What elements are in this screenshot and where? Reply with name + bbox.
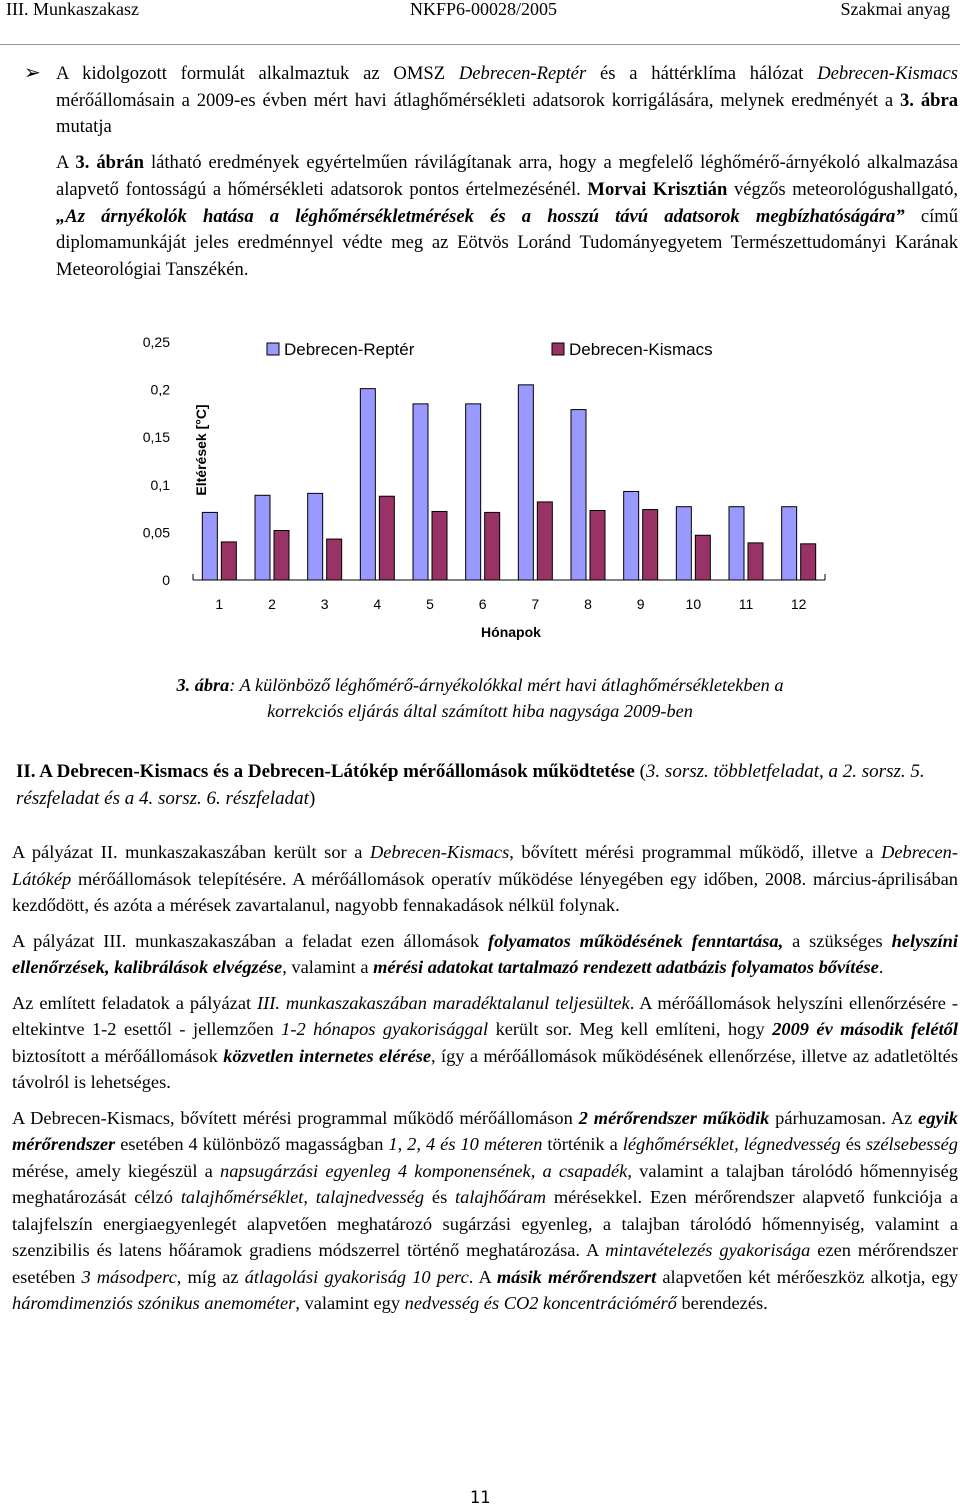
legend-label: Debrecen-Reptér bbox=[284, 340, 415, 359]
body-paragraph: Az említett feladatok a pályázat III. munkaszakaszában maradéktalanul teljesültek. A mérőállomások helyszíni ellenőrzésére - eltekintve 1-2 esettől - jellemzően 1-2 hónapos gyakorisággal került sor. Meg kell említeni, hogy 2009 év második felétől biztosított a mérőállomások közvetlen internetes elérése, így a mérőállomások működésének ellenőrzése, illetve az adatletöltés távolról is lehetséges. bbox=[12, 992, 959, 1092]
y-tick-label: 0,2 bbox=[150, 381, 170, 398]
body-paragraph: A pályázat II. munkaszakaszában került sor a Debrecen-Kismacs, bővített mérési programmal működő, illetve a Debrecen-Látókép mérőállomások telepítésére. A mérőállomások operatív működése lényegében egy időben, 2008. március-áprilisában kezdődött, és azóta a mérések zavartalanul, nagyobb fennakadások nélkül folynak. bbox=[12, 842, 958, 915]
y-axis-label: Eltérések [°C] bbox=[193, 404, 209, 496]
y-tick-label: 0,15 bbox=[142, 429, 170, 446]
bar-debrecen-kismacs bbox=[327, 539, 342, 580]
x-tick-label: 6 bbox=[478, 596, 487, 612]
body-text bbox=[12, 839, 958, 1326]
x-tick-label: 8 bbox=[584, 596, 592, 612]
chart-figure bbox=[120, 330, 840, 650]
bar-debrecen-kismacs bbox=[485, 512, 500, 580]
bar-debrecen-repter bbox=[782, 507, 797, 580]
bar-debrecen-kismacs bbox=[379, 496, 394, 580]
x-tick-label: 5 bbox=[426, 596, 434, 612]
bar-debrecen-repter bbox=[466, 404, 481, 580]
bar-debrecen-repter bbox=[624, 491, 639, 580]
bar-debrecen-kismacs bbox=[221, 542, 236, 580]
bar-debrecen-repter bbox=[308, 493, 323, 580]
bar-debrecen-repter bbox=[413, 404, 428, 580]
intro-bullet-paragraph: A kidolgozott formulát alkalmaztuk az OMSZ Debrecen-Reptér és a háttérklíma hálózat Debrecen-Kismacs mérőállomásain a 2009-es évben mért havi átlaghőmérsékleti adatsorok korrigálására, melynek eredményét a 3. ábra mutatja bbox=[56, 63, 959, 138]
arrow-bullet-icon: ➢ bbox=[24, 62, 41, 84]
header-rule bbox=[0, 44, 960, 45]
x-tick-label: 10 bbox=[685, 596, 702, 612]
bar-debrecen-kismacs bbox=[748, 543, 763, 580]
x-tick-label: 3 bbox=[320, 596, 329, 612]
bar-debrecen-repter bbox=[255, 495, 270, 580]
x-tick-label: 1 bbox=[215, 596, 224, 612]
y-tick-label: 0,05 bbox=[142, 524, 170, 541]
bar-debrecen-repter bbox=[729, 507, 744, 580]
bar-debrecen-repter bbox=[676, 507, 691, 580]
bar-debrecen-kismacs bbox=[695, 535, 710, 580]
x-tick-label: 11 bbox=[738, 596, 754, 612]
bar-chart bbox=[120, 330, 840, 650]
header-project-code: NKFP6-00028/2005 bbox=[410, 0, 558, 19]
bar-debrecen-repter bbox=[518, 385, 533, 580]
y-tick-label: 0,1 bbox=[150, 476, 170, 493]
intro-paragraph: A 3. ábrán látható eredmények egyértelműen rávilágítanak arra, hogy a megfelelő léghőmérő-árnyékoló alkalmazása alapvető fontosságú a hőmérsékleti adatsorok pontos értelmezésénél. Morvai Krisztián végzős meteorológushallgató, „Az árnyékolók hatása a léghőmérsékletmérések és a hosszú távú adatsorok megbízhatóságára” című diplomamunkáját jeles eredménnyel védte meg az Eötvös Loránd Tudományegyetem Természettudományi Karának Meteorológiai Tanszékén. bbox=[56, 152, 959, 280]
bar-debrecen-kismacs bbox=[537, 502, 552, 580]
header-left: III. Munkaszakasz bbox=[6, 0, 139, 19]
bar-debrecen-repter bbox=[571, 410, 586, 580]
x-axis-label: Hónapok bbox=[481, 624, 541, 640]
bar-debrecen-kismacs bbox=[643, 510, 658, 580]
x-tick-label: 4 bbox=[373, 596, 382, 612]
y-tick-label: 0 bbox=[162, 572, 170, 588]
y-tick-label: 0,25 bbox=[142, 334, 170, 350]
legend-swatch bbox=[267, 343, 279, 355]
header-right: Szakmai anyag bbox=[840, 0, 950, 19]
bar-debrecen-kismacs bbox=[432, 511, 447, 580]
intro-text bbox=[56, 61, 958, 284]
bar-debrecen-kismacs bbox=[274, 530, 289, 580]
page-header bbox=[0, 0, 960, 30]
x-tick-label: 2 bbox=[268, 596, 276, 612]
legend-label: Debrecen-Kismacs bbox=[569, 340, 713, 359]
body-paragraph: A pályázat III. munkaszakaszában a feladat ezen állomások folyamatos működésének fenntartása, a szükséges helyszíni ellenőrzések, kalibrálások elvégzése, valamint a mérési adatokat tartalmazó rendezett adatbázis folyamatos bővítése. bbox=[12, 930, 958, 977]
legend-swatch bbox=[552, 343, 564, 355]
bar-debrecen-kismacs bbox=[590, 511, 605, 580]
figure-caption: 3. ábra: A különböző léghőmérő-árnyékolókkal mért havi átlaghőmérsékletekben a korrekciós eljárás által számított hiba nagysága 2009-ben bbox=[176, 675, 784, 721]
bar-debrecen-kismacs bbox=[801, 544, 816, 580]
section-title: II. A Debrecen-Kismacs és a Debrecen-Látókép mérőállomások működtetése (3. sorsz. többletfeladat, a 2. sorsz. 5. részfeladat és a 4. sorsz. 6. részfeladat) bbox=[16, 761, 925, 809]
x-tick-label: 12 bbox=[790, 596, 807, 612]
bar-debrecen-repter bbox=[360, 389, 375, 580]
x-tick-label: 7 bbox=[531, 596, 540, 612]
x-tick-label: 9 bbox=[636, 596, 645, 612]
bar-debrecen-repter bbox=[202, 512, 217, 580]
body-paragraph: A Debrecen-Kismacs, bővített mérési programmal működő mérőállomáson 2 mérőrendszer működik párhuzamosan. Az egyik mérőrendszer esetében 4 különböző magasságban 1, 2, 4 és 10 méteren történik a léghőmérséklet, légnedvesség és szélsebesség mérése, amely kiegészül a napsugárzási egyenleg 4 komponensének, a csapadék, valamint a talajban tárolódó hőmennyiség meghatározását célzó talajhőmérséklet, talajnedvesség és talajhőáram mérésekkel. Ezen mérőrendszer alapvető funkciója a talajfelszín energiaegyenlegét alapvetően meghatározó sugárzási egyenleg, a talajban tárolódó hőmennyiség, valamint a szenzibilis és latens hőáramok gradiens módszerrel történő meghatározása. A mintavételezés gyakorisága ezen mérőrendszer esetében 3 másodperc, míg az átlagolási gyakoriság 10 perc. A másik mérőrendszert alapvetően két mérőeszköz alkotja, egy háromdimenziós szónikus anemométer, valamint egy nedvesség és CO2 koncentrációmérő berendezés. bbox=[12, 1107, 959, 1313]
page-number: 11 bbox=[469, 1488, 491, 1508]
